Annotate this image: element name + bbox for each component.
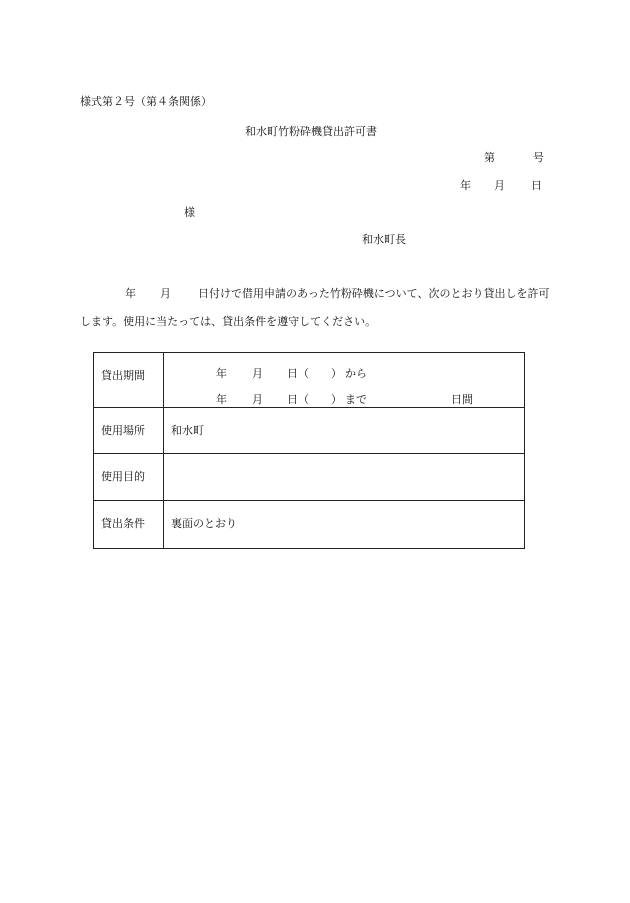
conditions-value-cell [164, 501, 525, 549]
place-label-cell [94, 408, 164, 454]
period-to-month: 月 [252, 393, 263, 406]
form-number: 様式第２号（第４条関係） [80, 95, 212, 108]
table-row [94, 454, 525, 501]
date-month: 月 [494, 179, 505, 192]
purpose-value [164, 454, 524, 468]
period-days: 日間 [451, 393, 473, 406]
period-from-suffix: から [345, 367, 367, 380]
place-label: 使用場所 [101, 424, 145, 437]
purpose-label-cell [94, 454, 164, 501]
period-to-suffix: まで [345, 393, 367, 406]
date-year: 年 [460, 179, 471, 192]
doc-number-go: 号 [533, 151, 544, 164]
period-from-year: 年 [216, 367, 227, 380]
document-title: 和水町竹粉砕機貸出許可書 [245, 125, 377, 138]
purpose-value-cell [164, 454, 525, 501]
period-label-cell [94, 353, 164, 408]
period-label: 貸出期間 [101, 369, 145, 382]
body-month: 月 [160, 287, 171, 300]
purpose-label: 使用目的 [101, 470, 145, 483]
addressee-suffix: 様 [184, 206, 195, 219]
place-value-cell [164, 408, 525, 454]
issuer: 和水町長 [362, 233, 406, 246]
period-value-cell [164, 353, 525, 408]
body-year: 年 [125, 287, 136, 300]
table-row [94, 501, 525, 549]
place-value: 和水町 [171, 424, 204, 437]
period-from-month: 月 [252, 367, 263, 380]
conditions-label: 貸出条件 [101, 517, 145, 530]
lending-info-table [93, 352, 525, 549]
period-from-day: 日（ ） [287, 367, 342, 380]
period-to-year: 年 [216, 393, 227, 406]
period-to-day: 日（ ） [287, 393, 342, 406]
doc-number-dai: 第 [484, 151, 495, 164]
table-row [94, 408, 525, 454]
body-line1: 日付けで借用申請のあった竹粉砕機について、次のとおり貸出しを許可 [198, 287, 550, 300]
table-row [94, 353, 525, 408]
date-day: 日 [531, 179, 542, 192]
body-line2: します。使用に当たっては、貸出条件を遵守してください。 [80, 315, 377, 328]
conditions-value: 裏面のとおり [171, 517, 237, 530]
conditions-label-cell [94, 501, 164, 549]
